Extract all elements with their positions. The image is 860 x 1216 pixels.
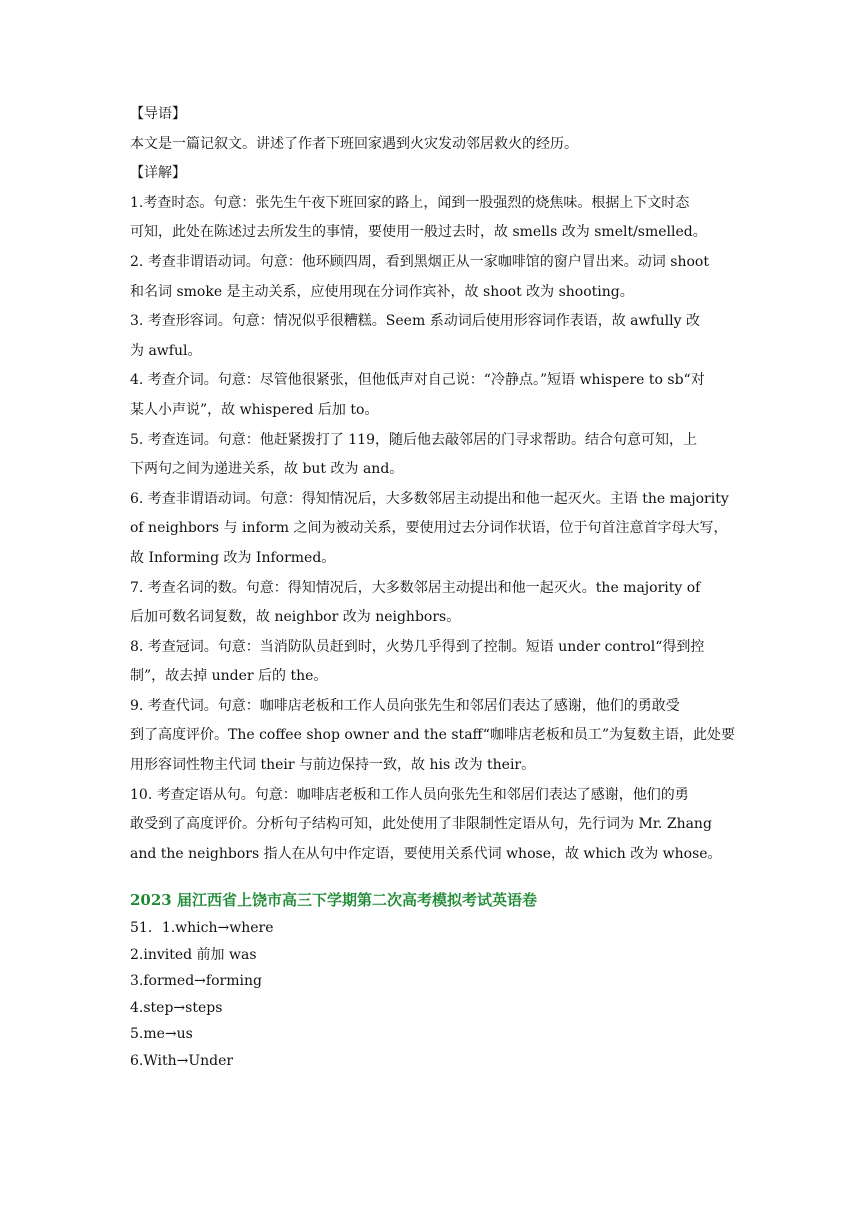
section-title: 2023 届江西省上饶市高三下学期第二次高考模拟考试英语卷 xyxy=(130,891,537,910)
answer-line: 5.me→us xyxy=(130,1026,193,1043)
explanation-line: 9. 考查代词。句意：咖啡店老板和工作人员向张先生和邻居们表达了感谢，他们的勇敢受 xyxy=(130,697,680,714)
explanation-line: 故 Informing 改为 Informed。 xyxy=(130,549,336,566)
explanation-line: 某人小声说”，故 whispered 后加 to。 xyxy=(130,401,379,418)
explanation-line: 10. 考查定语从句。句意：咖啡店老板和工作人员向张先生和邻居们表达了感谢，他们的勇 xyxy=(130,786,689,803)
explanation-line: 4. 考查介词。句意：尽管他很紧张，但他低声对自己说：“冷静点。”短语 whispere to sb“对 xyxy=(130,372,705,389)
explanation-line: 和名词 smoke 是主动关系，应使用现在分词作宾补，故 shoot 改为 shooting。 xyxy=(130,283,634,300)
detail-heading: 【详解】 xyxy=(130,165,186,182)
answer-line: 51．1.which→where xyxy=(130,920,274,937)
explanation-line: 用形容词性物主代词 their 与前边保持一致，故 his 改为 their。 xyxy=(130,757,536,774)
explanation-line: 制”，故去掉 under 后的 the。 xyxy=(130,668,328,685)
explanation-line: 5. 考查连词。句意：他赶紧拨打了 119，随后他去敲邻居的门寻求帮助。结合句意可知，上 xyxy=(130,431,697,448)
explanation-line: 7. 考查名词的数。句意：得知情况后，大多数邻居主动提出和他一起灭火。the majority of xyxy=(130,579,701,596)
intro-heading: 【导语】 xyxy=(130,106,186,122)
explanation-line: 下两句之间为递进关系，故 but 改为 and。 xyxy=(130,461,404,478)
explanation-line: 敢受到了高度评价。分析句子结构可知，此处使用了非限制性定语从句，先行词为 Mr. Zhang xyxy=(130,816,712,833)
answer-line: 6.With→Under xyxy=(130,1052,234,1069)
explanation-line: 可知，此处在陈述过去所发生的事情，要使用一般过去时，故 smells 改为 smelt/smelled。 xyxy=(130,224,707,241)
answer-line: 3.formed→forming xyxy=(130,973,262,990)
answer-line: 2.invited 前加 was xyxy=(130,946,257,963)
explanation-line: of neighbors 与 inform 之间为被动关系，要使用过去分词作状语，位于句首注意首字母大写， xyxy=(130,520,728,537)
document-content xyxy=(130,100,736,1074)
explanation-line: 2. 考查非谓语动词。句意：他环顾四周，看到黑烟正从一家咖啡馆的窗户冒出来。动词 shoot xyxy=(130,253,709,270)
intro-text: 本文是一篇记叙文。讲述了作者下班回家遇到火灾发动邻居救火的经历。 xyxy=(130,135,578,152)
explanation-line: and the neighbors 指人在从句中作定语，要使用关系代词 whose，故 which 改为 whose。 xyxy=(130,845,722,862)
answer-line: 4.step→steps xyxy=(130,999,223,1016)
explanation-line: 3. 考查形容词。句意：情况似乎很糟糕。Seem 系动词后使用形容词作表语，故 awfully 改 xyxy=(130,313,700,330)
explanation-line: 6. 考查非谓语动词。句意：得知情况后，大多数邻居主动提出和他一起灭火。主语 the majority xyxy=(130,490,729,507)
explanation-line: 8. 考查冠词。句意：当消防队员赶到时，火势几乎得到了控制。短语 under control“得到控 xyxy=(130,638,705,655)
explanation-line: 到了高度评价。The coffee shop owner and the staff“咖啡店老板和员工”为复数主语，此处要 xyxy=(130,727,736,744)
explanation-line: 1.考查时态。句意：张先生午夜下班回家的路上，闻到一股强烈的烧焦味。根据上下文时态 xyxy=(130,194,690,211)
explanation-line: 为 awful。 xyxy=(130,342,202,359)
explanation-line: 后加可数名词复数，故 neighbor 改为 neighbors。 xyxy=(130,609,461,626)
